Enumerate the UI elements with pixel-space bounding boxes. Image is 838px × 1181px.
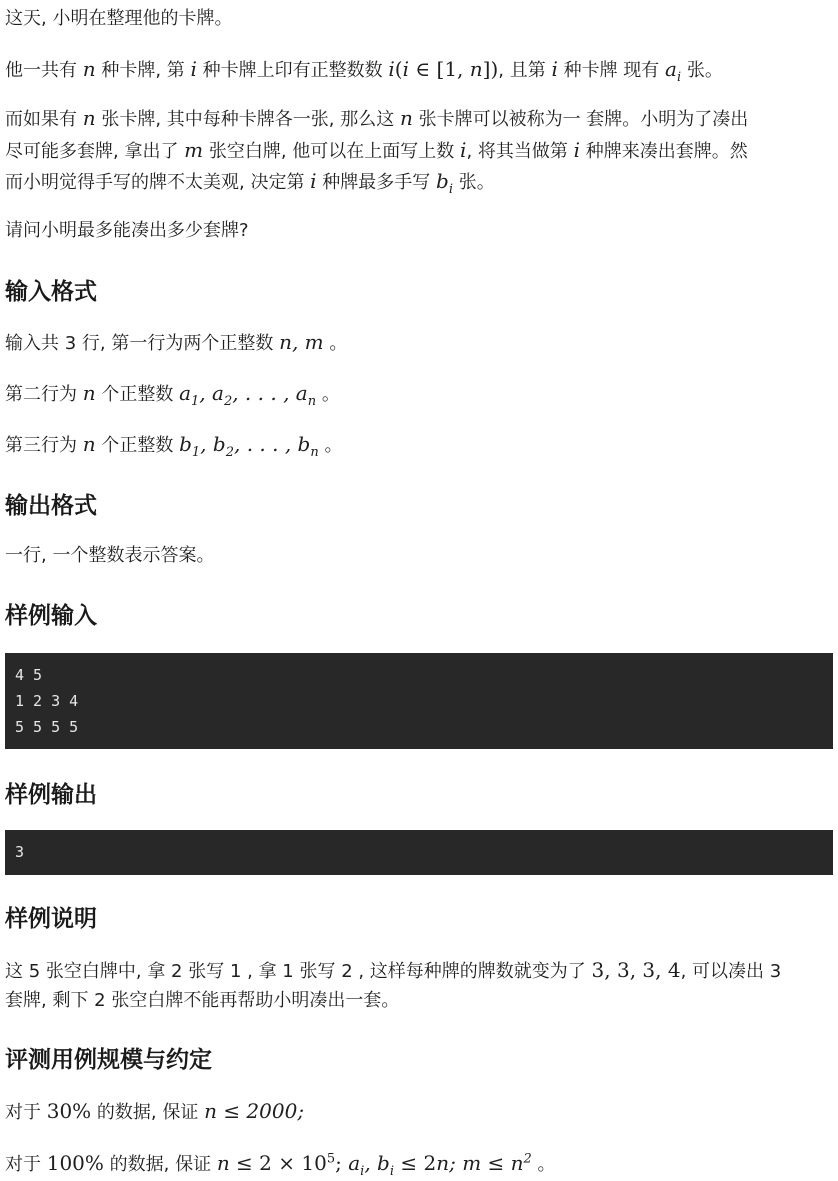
text-seg: 他一共有 <box>5 60 83 81</box>
input-format-line-1 <box>5 329 833 357</box>
sample-explain-heading: 样例说明 <box>5 906 97 932</box>
math-counts: 3, 3, 3, 4 <box>591 958 681 982</box>
text-seg: 。 <box>531 1154 556 1175</box>
intro-paragraph-4: 请问小明最多能凑出多少套牌? <box>5 220 249 241</box>
math-a-i: $a_i$ <box>665 57 682 85</box>
input-format-line-2 <box>5 380 833 408</box>
math-n: n <box>82 57 96 81</box>
text-seg: 种牌最多手写 <box>316 172 437 193</box>
math-pct-30: 30% <box>46 1099 92 1123</box>
math-a-seq: $a_1$, $a_2$, . . . , $a_n$ <box>179 381 317 409</box>
text-seg: 的数据, 保证 <box>103 1154 217 1175</box>
intro-paragraph-3-line-3 <box>5 168 833 196</box>
constraints-heading: 评测用例规模与约定 <box>5 1047 212 1073</box>
sample-input-heading: 样例输入 <box>5 603 97 629</box>
text-seg: 张。 <box>681 60 723 81</box>
math-n: n <box>82 432 96 456</box>
math-n: n <box>82 106 96 130</box>
text-seg: 。 <box>318 435 343 456</box>
text-seg: 。 <box>323 333 348 354</box>
text-seg: 个正整数 <box>95 435 180 456</box>
sample-output-heading: 样例输出 <box>5 782 97 808</box>
math-n-bound: n ≤ 2000; <box>204 1099 305 1123</box>
sample-explain-line-1 <box>5 957 833 985</box>
text-seg: 而小明觉得手写的牌不太美观, 决定第 <box>5 172 311 193</box>
text-seg: 张。 <box>453 172 495 193</box>
text-seg: 的数据, 保证 <box>91 1102 205 1123</box>
text-seg: 种牌来凑出套牌。然 <box>580 141 748 162</box>
math-i-range: i <box>388 57 395 81</box>
input-format-heading: 输入格式 <box>5 279 97 305</box>
intro-paragraph-3-line-2 <box>5 137 833 165</box>
text-seg: , 将其当做第 <box>466 141 574 162</box>
math-b-seq: $b_1$, $b_2$, . . . , $b_n$ <box>179 432 319 460</box>
text-seg: 对于 <box>5 1154 47 1175</box>
text-seg: 第三行为 <box>5 435 83 456</box>
math-n-m: n, m <box>279 330 324 354</box>
text-seg: 张卡牌, 其中每种卡牌各一张, 那么这 <box>95 109 400 130</box>
intro-paragraph-3-line-1 <box>5 105 833 133</box>
text-seg: 。 <box>316 384 340 405</box>
text-seg: 这 5 张空白牌中, 拿 2 张写 1 , 拿 1 张写 2 , 这样每种牌的牌数就变为了 <box>5 961 592 982</box>
output-format-heading: 输出格式 <box>5 493 97 519</box>
text-seg: 种卡牌 现有 <box>557 60 666 81</box>
intro-paragraph-1: 这天, 小明在整理他的卡牌。 <box>5 8 233 29</box>
math-n: n <box>399 106 413 130</box>
text-seg: 而如果有 <box>5 109 83 130</box>
math-n: n <box>82 381 96 405</box>
text-seg: 张卡牌可以被称为一 套牌。小明为了凑出 <box>412 109 749 130</box>
constraints-line-1 <box>5 1098 833 1126</box>
intro-paragraph-2 <box>5 56 833 84</box>
math-b-i: $b_i$ <box>436 169 454 197</box>
math-range: (i ∈ [1, n]) <box>394 57 499 81</box>
math-m: m <box>184 138 204 162</box>
math-full-bound: $n \le 2 \times 10^5$; $a_i$, $b_i \le 2n$; $m \le n^2$ <box>216 1151 532 1179</box>
math-i: i <box>460 138 467 162</box>
text-seg: 尽可能多套牌, 拿出了 <box>5 141 185 162</box>
text-seg: , 且第 <box>498 60 552 81</box>
text-seg: 对于 <box>5 1102 47 1123</box>
text-seg: 个正整数 <box>95 384 180 405</box>
text-seg: , 可以凑出 3 <box>680 961 782 982</box>
text-seg: 种卡牌, 第 <box>95 60 191 81</box>
text-seg: 张空白牌, 他可以在上面写上数 <box>203 141 461 162</box>
math-i: i <box>310 169 317 193</box>
math-pct-100: 100% <box>46 1151 104 1175</box>
text-seg: 输入共 3 行, 第一行为两个正整数 <box>5 333 280 354</box>
math-i: i <box>190 57 197 81</box>
text-seg: 种卡牌上印有正整数数 <box>196 60 389 81</box>
math-i: i <box>573 138 581 162</box>
input-format-line-3 <box>5 431 833 459</box>
math-i: i <box>551 57 558 81</box>
constraints-line-2 <box>5 1150 833 1178</box>
output-format-text: 一行, 一个整数表示答案。 <box>5 545 215 566</box>
sample-input-code: 4 5 1 2 3 4 5 5 5 5 <box>5 653 833 749</box>
sample-explain-line-2: 套牌, 剩下 2 张空白牌不能再帮助小明凑出一套。 <box>5 990 400 1011</box>
text-seg: 第二行为 <box>5 384 83 405</box>
sample-output-code: 3 <box>5 830 833 875</box>
